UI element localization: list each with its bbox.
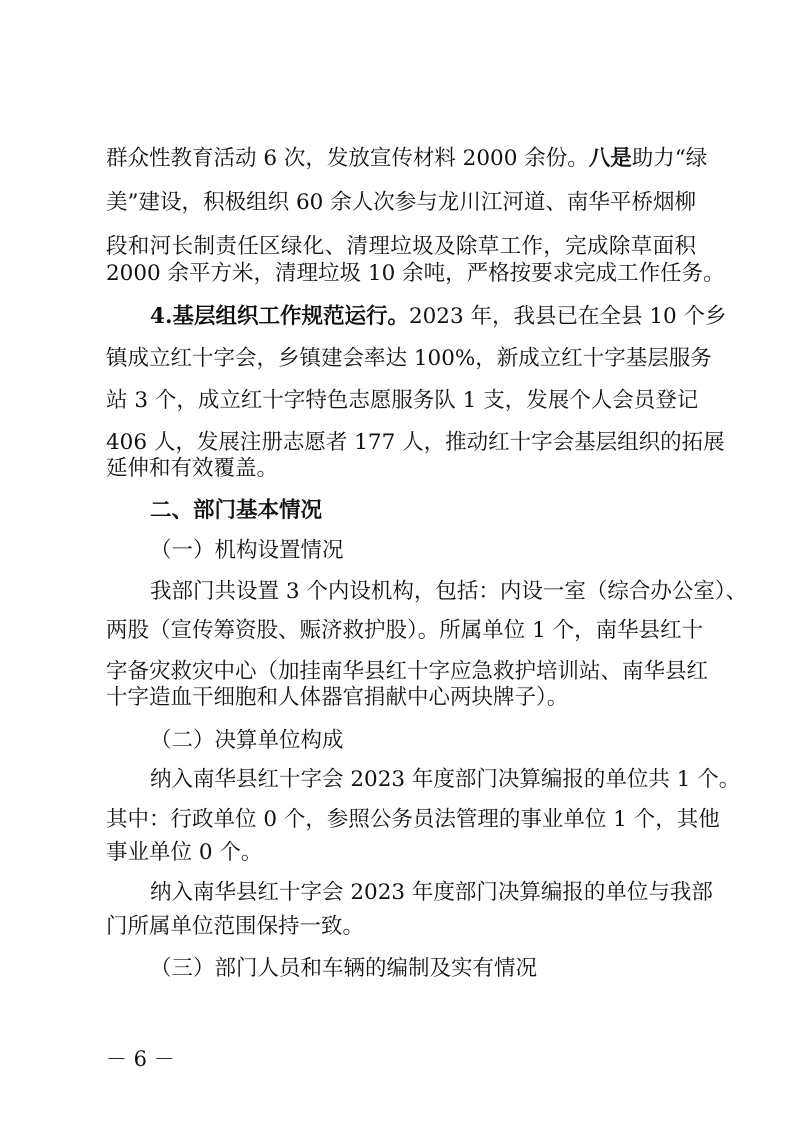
- body-line-4: 2000 余平方米，清理垃圾 10 余吨，严格按要求完成工作任务。: [106, 261, 725, 286]
- body-text: 2023 年，我县已在全县 10 个乡: [408, 304, 727, 329]
- body-line-21: 门所属单位范围保持一致。: [106, 914, 365, 939]
- body-line-12: 我部门共设置 3 个内设机构，包括：内设一室（综合办公室）、: [150, 579, 748, 604]
- body-text: 群众性教育活动 6 次，发放宣传材料 2000 余份。: [106, 146, 589, 171]
- body-line-1: [106, 145, 708, 173]
- body-line-17: 纳入南华县红十字会 2023 年度部门决算编报的单位共 1 个。: [150, 767, 741, 792]
- body-line-20: 纳入南华县红十字会 2023 年度部门决算编报的单位与我部: [150, 880, 713, 905]
- body-line-18: 其中：行政单位 0 个，参照公务员法管理的事业单位 1 个，其他: [106, 807, 720, 832]
- subsection-paragraph-start: [150, 303, 727, 331]
- subsection-heading-3: （三）部门人员和车辆的编制及实有情况: [150, 956, 538, 981]
- body-line-7: 站 3 个，成立红十字特色志愿服务队 1 支，发展个人会员登记: [106, 388, 699, 413]
- body-line-3: 段和河长制责任区绿化、清理垃圾及除草工作，完成除草面积: [106, 234, 696, 259]
- subsection-heading: 4.基层组织工作规范运行。: [150, 304, 409, 329]
- body-line-9: 延伸和有效覆盖。: [106, 456, 279, 481]
- body-line-8: 406 人，发展注册志愿者 177 人，推动红十字会基层组织的拓展: [106, 430, 725, 455]
- body-line-6: 镇成立红十字会，乡镇建会率达 100%，新成立红十字基层服务: [106, 346, 712, 371]
- body-line-2: 美”建设，积极组织 60 余人次参与龙川江河道、南华平桥烟柳: [106, 190, 696, 215]
- body-line-19: 事业单位 0 个。: [106, 840, 263, 865]
- body-line-15: 十字造血干细胞和人体器官捐献中心两块牌子）。: [106, 685, 569, 710]
- subsection-heading-2: （二）决算单位构成: [150, 728, 344, 753]
- subsection-heading-1: （一）机构设置情况: [150, 538, 344, 563]
- page-number: － 6 －: [106, 1047, 175, 1071]
- body-line-14: 字备灾救灾中心（加挂南华县红十字应急救护培训站、南华县红: [106, 659, 709, 684]
- emphasis-text: 八是: [588, 146, 632, 171]
- body-line-13: 两股（宣传筹资股、赈济救护股）。所属单位 1 个，南华县红十: [106, 618, 704, 643]
- body-text: 助力“绿: [631, 146, 708, 171]
- section-heading: 二、部门基本情况: [150, 498, 323, 523]
